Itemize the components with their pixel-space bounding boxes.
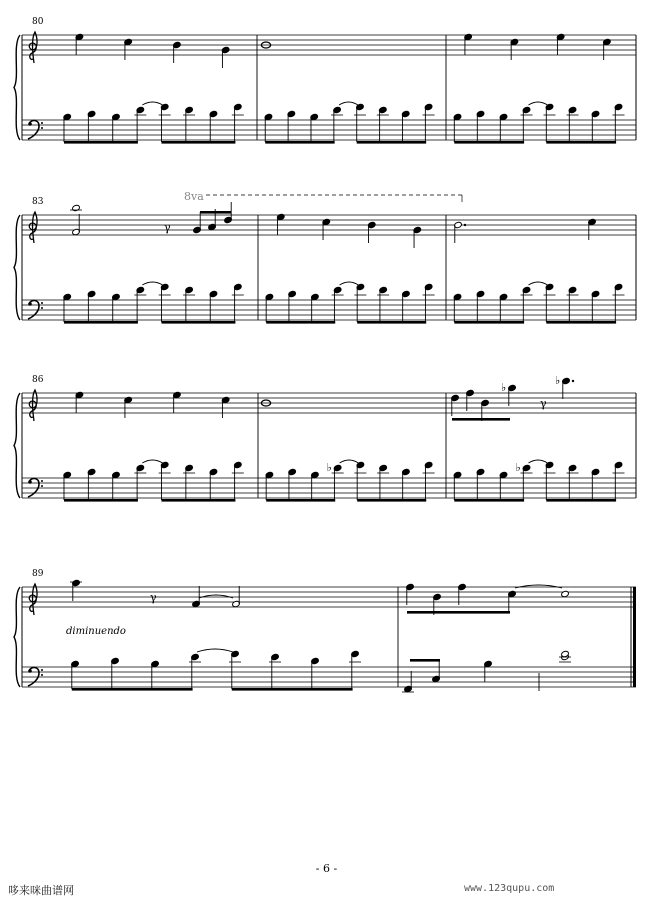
- ottava-marking: 8va: [184, 190, 204, 203]
- beam: [266, 499, 335, 502]
- beam: [410, 659, 440, 662]
- beam: [546, 141, 616, 144]
- beam: [265, 141, 334, 144]
- treble-clef-icon: [29, 32, 37, 63]
- note-head: [367, 221, 376, 243]
- beam: [161, 321, 235, 324]
- note-head: [484, 660, 493, 682]
- flat-sign: ♭: [501, 381, 507, 394]
- beam: [161, 499, 235, 502]
- dot: [572, 380, 574, 382]
- beam: [454, 141, 524, 144]
- tie: [197, 649, 233, 652]
- beam: [64, 141, 138, 144]
- note-head: [173, 41, 182, 63]
- tie: [199, 595, 233, 598]
- beam: [72, 688, 193, 691]
- grand-staff-brace-icon: [14, 215, 20, 320]
- note-head: [124, 38, 133, 60]
- note-head: [322, 218, 331, 240]
- tie: [529, 460, 548, 463]
- note-head: [75, 391, 84, 413]
- beam: [454, 321, 524, 324]
- beam: [200, 211, 231, 214]
- treble-clef-icon: [29, 212, 37, 243]
- eighth-rest: γ: [164, 221, 171, 234]
- beam: [357, 321, 426, 324]
- diminuendo-marking: diminuendo: [66, 626, 126, 637]
- eighth-rest: γ: [540, 397, 547, 410]
- note-head: [454, 221, 466, 243]
- grand-staff-brace-icon: [14, 587, 20, 687]
- note-head: [464, 33, 473, 55]
- tie: [142, 460, 162, 463]
- tie: [142, 282, 162, 285]
- note-head: [276, 213, 285, 235]
- grand-staff-brace-icon: [14, 393, 20, 498]
- grand-staff-brace-icon: [14, 35, 20, 140]
- beam: [454, 499, 524, 502]
- eighth-rest: γ: [150, 591, 157, 604]
- tie: [515, 585, 562, 588]
- tie: [340, 460, 359, 463]
- beam: [357, 499, 426, 502]
- note-head: [603, 38, 612, 60]
- tie: [142, 102, 162, 105]
- note-head: [508, 590, 517, 612]
- site-url: www.123qupu.com: [464, 883, 555, 894]
- note-head: [72, 579, 81, 601]
- beam: [546, 321, 616, 324]
- note-head: [124, 396, 133, 418]
- beam: [161, 141, 235, 144]
- tie: [340, 282, 359, 285]
- note-head: [588, 218, 597, 240]
- note-head: [556, 33, 565, 55]
- beam: [64, 321, 138, 324]
- beam: [452, 418, 510, 421]
- beam: [232, 688, 353, 691]
- flat-sign: ♭: [555, 374, 561, 387]
- tie: [339, 102, 358, 105]
- dot: [464, 224, 466, 226]
- note-head: [173, 391, 182, 413]
- measure-number-80: 80: [32, 17, 44, 27]
- measure-number-83: 83: [32, 197, 44, 207]
- note-head: [72, 204, 81, 211]
- note-head: [221, 46, 230, 68]
- measure-number-86: 86: [32, 375, 44, 385]
- note-head: [501, 381, 516, 406]
- note-head: [561, 590, 570, 597]
- treble-clef-icon: [29, 584, 37, 615]
- page-number: - 6 -: [315, 862, 338, 875]
- site-name: 哆来咪曲谱网: [8, 884, 74, 897]
- tie: [529, 282, 548, 285]
- measure-number-89: 89: [32, 569, 44, 579]
- beam: [266, 321, 335, 324]
- final-barline-thick: [633, 587, 636, 687]
- treble-clef-icon: [29, 390, 37, 421]
- note-head: [555, 374, 574, 399]
- beam: [357, 141, 426, 144]
- beam: [64, 499, 138, 502]
- note-head: [510, 38, 519, 60]
- note-head: [481, 399, 490, 421]
- note-head: [413, 226, 422, 248]
- beam: [407, 611, 510, 614]
- note-head: [75, 33, 84, 55]
- beam: [546, 499, 616, 502]
- note-head: [221, 396, 230, 418]
- flat-sign: ♭: [326, 461, 332, 474]
- tie: [529, 102, 548, 105]
- flat-sign: ♭: [515, 461, 521, 474]
